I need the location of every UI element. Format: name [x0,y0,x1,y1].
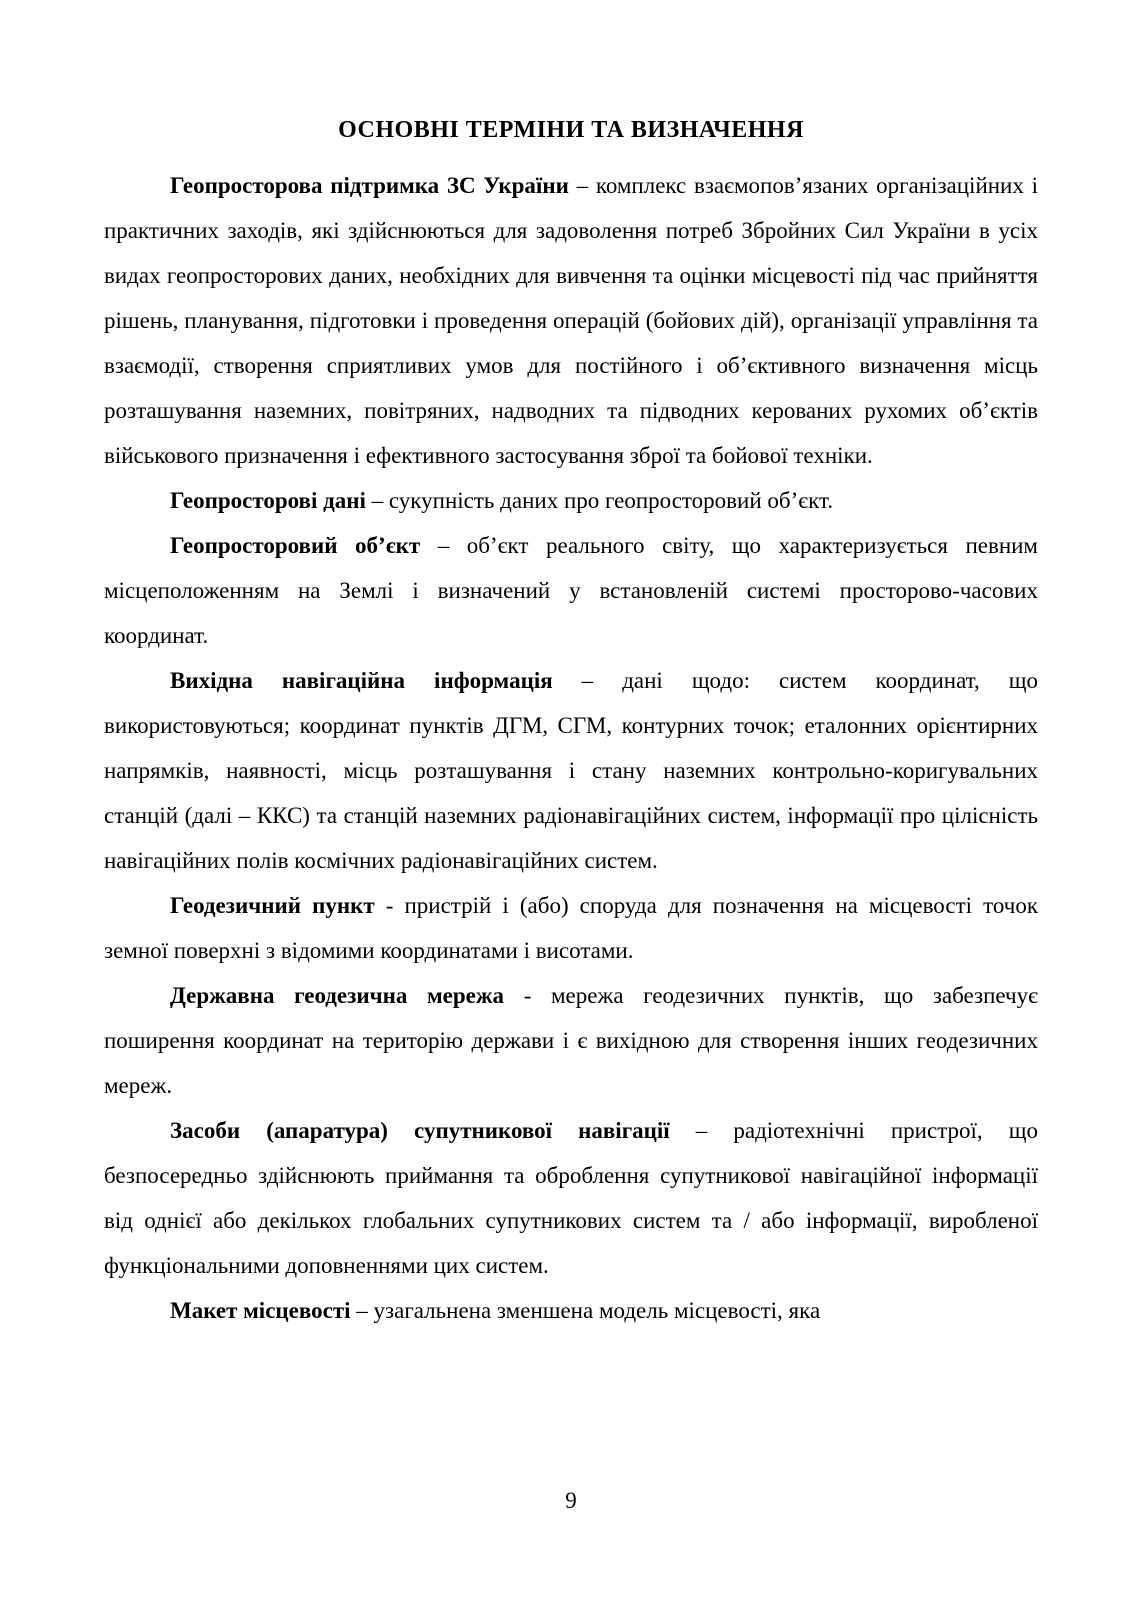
definition-text: – комплекс взаємопов’язаних організаційних і практичних заходів, які здійснюються для задоволення потреб Збройних Сил України в усіх видах геопросторових даних, необхідних для вивчення та оцінки місцевості під час прийняття рішень, планування, підготовки і проведення операцій (бойових дій), організації управління та взаємодії, створення сприятливих умов для постійного і об’єктивного визначення місць розташування наземних, повітряних, надводних та підводних керованих рухомих об’єктів військового призначення і ефективного застосування зброї та бойової техніки. [104,173,1038,468]
definition-paragraph-state-geodetic-network [104,973,1038,1108]
definition-text: – радіотехнічні пристрої, що безпосередньо здійснюють приймання та оброблення супутникової навігаційної інформації від однієї або декількох глобальних супутникових систем та / або інформації, виробленої функціональними доповненнями цих систем. [104,1118,1038,1278]
definition-paragraph-geodetic-point [104,883,1038,973]
definition-text: - мережа геодезичних пунктів, що забезпечує поширення координат на територію держави і є вихідною для створення інших геодезичних мереж. [104,983,1038,1098]
term-label: Вихідна навігаційна інформація [170,668,553,693]
definition-text: - пристрій і (або) споруда для позначення на місцевості точок земної поверхні з відомими координатами і висотами. [104,893,1039,963]
term-label: Геопросторові дані [170,488,366,513]
term-label: Державна геодезична мережа [170,983,505,1008]
page-number: 9 [565,1488,577,1513]
definition-paragraph-geospatial-support [104,163,1038,478]
term-label: Геопросторовий об’єкт [170,533,421,558]
definition-paragraph-geospatial-object [104,523,1038,658]
definition-paragraph-geospatial-data [104,478,1038,523]
term-label: Геодезичний пункт [170,893,375,918]
definition-text: – об’єкт реального світу, що характеризується певним місцеположенням на Землі і визначений у встановленій системі просторово-часових координат. [104,533,1038,648]
definition-text: – узагальнена зменшена модель місцевості, яка [350,1298,821,1323]
term-label: Геопросторова підтримка ЗС України [170,173,569,198]
definition-text: – дані щодо: систем координат, що використовуються; координат пунктів ДГМ, СГМ, контурних точок; еталонних орієнтирних напрямків, наявності, місць розташування і стану наземних контрольно-коригувальних станцій (далі – ККС) та станцій наземних радіонавігаційних систем, інформації про цілісність навігаційних полів космічних радіонавігаційних систем. [104,668,1038,873]
definition-paragraph-initial-navigation-info [104,658,1038,883]
term-label: Макет місцевості [170,1298,351,1323]
page-title: ОСНОВНІ ТЕРМІНИ ТА ВИЗНАЧЕННЯ [338,117,804,143]
definition-paragraph-terrain-model [104,1288,1038,1333]
definition-paragraph-satellite-navigation-means [104,1108,1038,1288]
definition-text: – сукупність даних про геопросторовий об’єкт. [365,488,834,513]
term-label: Засоби (апаратура) супутникової навігації [170,1118,670,1143]
